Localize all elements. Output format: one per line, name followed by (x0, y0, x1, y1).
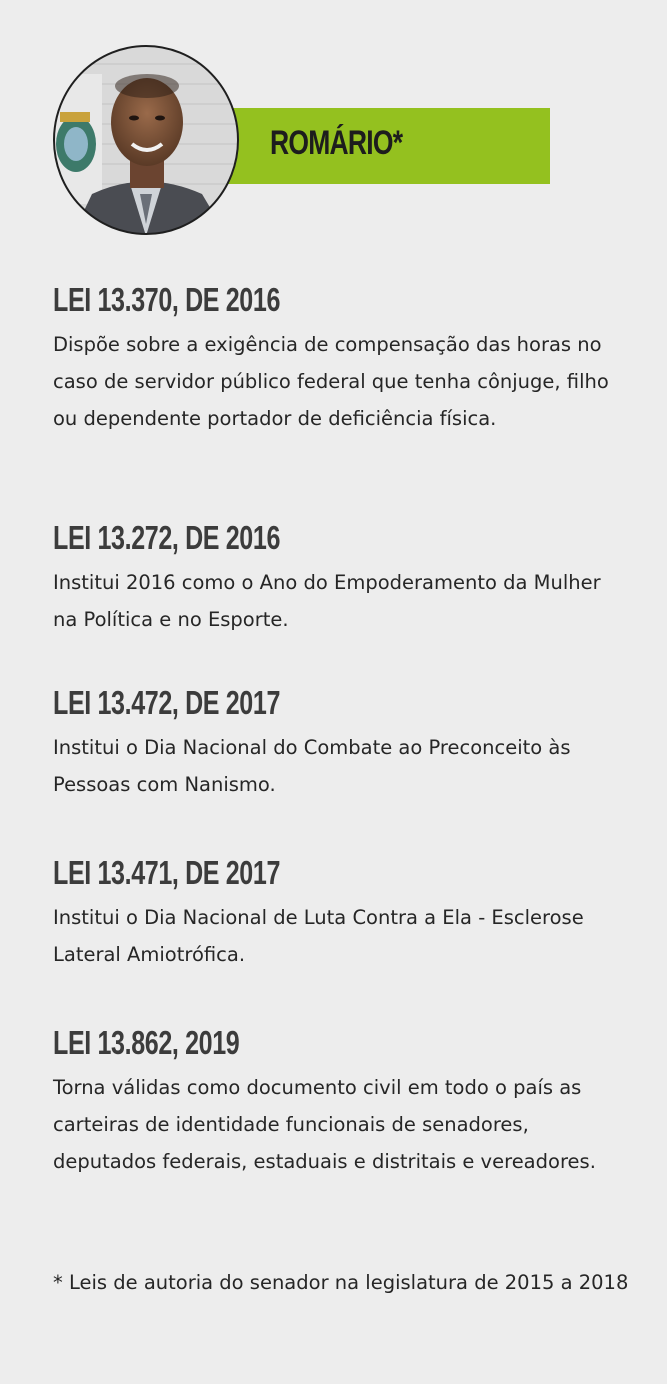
law-description: Institui o Dia Nacional do Combate ao Preconceito às Pessoas com Nanismo. (53, 736, 571, 796)
law-description: Torna válidas como documento civil em todo o país as carteiras de identidade funcionais de senadores, deputados federais, estaduais e distritais e vereadores. (53, 1076, 596, 1173)
law-item (53, 518, 623, 638)
law-description: Dispõe sobre a exigência de compensação das horas no caso de servidor público federal que tenha cônjuge, filho ou dependente portador de deficiência física. (53, 333, 609, 430)
law-description: Institui o Dia Nacional de Luta Contra a Ela - Esclerose Lateral Amiotrófica. (53, 906, 584, 966)
law-title: LEI 13.471, DE 2017 (53, 854, 281, 891)
avatar (52, 44, 240, 236)
law-item (53, 280, 623, 437)
law-item (53, 683, 623, 803)
law-title: LEI 13.862, 2019 (53, 1024, 240, 1061)
law-title: LEI 13.472, DE 2017 (53, 684, 281, 721)
law-item (53, 1023, 623, 1180)
law-title: LEI 13.370, DE 2016 (53, 281, 281, 318)
senator-name: ROMÁRIO* (270, 124, 403, 162)
law-title: LEI 13.272, DE 2016 (53, 519, 281, 556)
footnote: * Leis de autoria do senador na legislatura de 2015 a 2018 (53, 1271, 629, 1294)
law-item (53, 853, 623, 973)
profile-header (0, 0, 667, 260)
law-description: Institui 2016 como o Ano do Empoderamento da Mulher na Política e no Esporte. (53, 571, 601, 631)
